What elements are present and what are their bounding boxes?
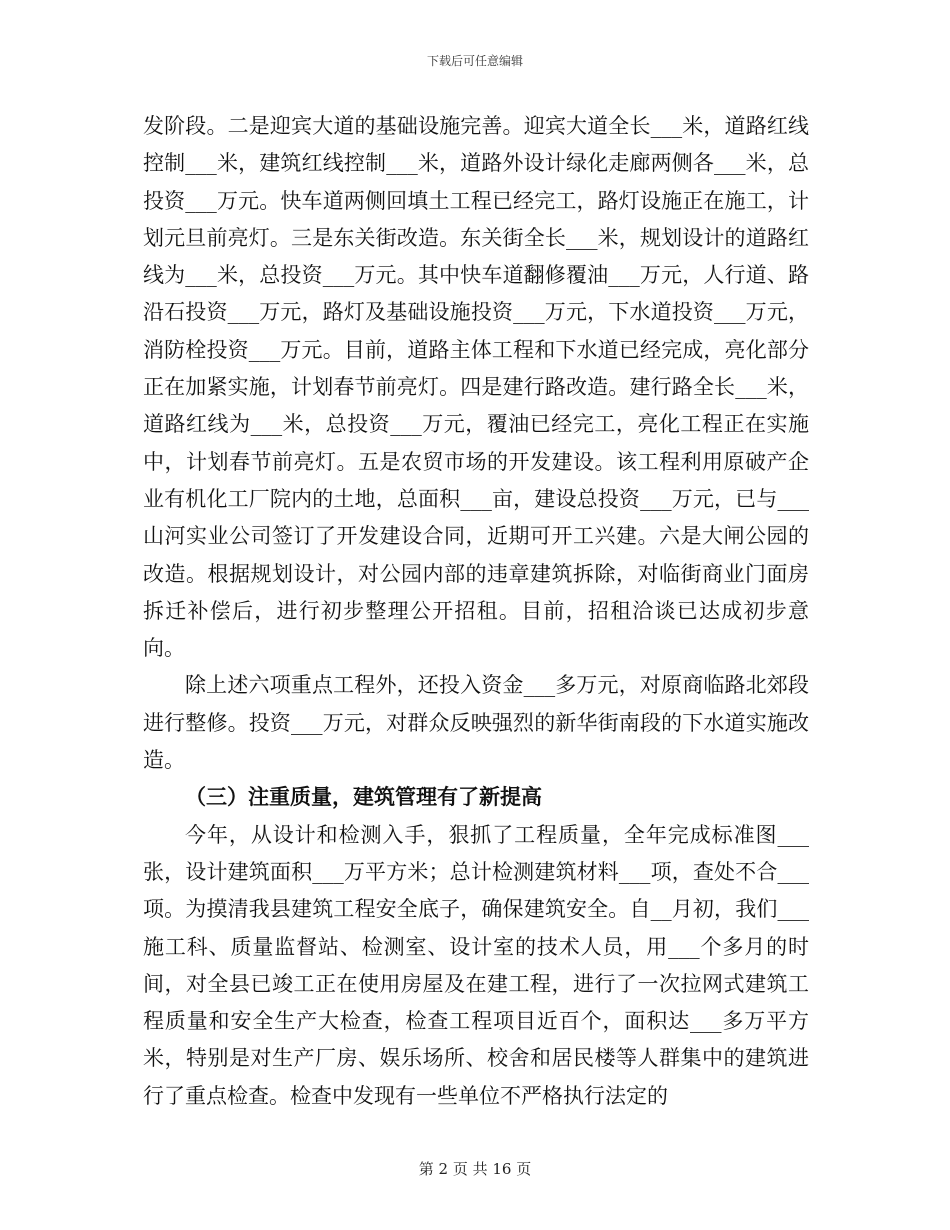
page-number-footer: 第 2 页 共 16 页 bbox=[418, 1160, 532, 1178]
page-header: 下载后可任意编辑 bbox=[426, 54, 523, 68]
body-paragraph-additional-projects: 除上述六项重点工程外，还投入资金___多万元，对原商临路北郊段进行整修。投资___万元，对群众反映强烈的新华街南段的下水道实施改造。 bbox=[143, 673, 809, 773]
body-paragraph-quality: 今年，从设计和检测入手，狠抓了工程质量，全年完成标准图___张，设计建筑面积___万平方米；总计检测建筑材料___项，查处不合___项。为摸清我县建筑工程安全底子，确保建筑安全。自__月初，我们___施工科、质量监督站、检测室、设计室的技术人员，用___个多月的时间，对全县已竣工正在使用房屋及在建工程，进行了一次拉网式建筑工程质量和安全生产大检查，检查工程项目近百个，面积达___多万平方米，特别是对生产厂房、娱乐场所、校舍和居民楼等人群集中的建筑进行了重点检查。检查中发现有一些单位不严格执行法定的 bbox=[143, 822, 809, 1108]
body-paragraph-continuation: 发阶段。二是迎宾大道的基础设施完善。迎宾大道全长___米，道路红线控制___米，建筑红线控制___米，道路外设计绿化走廊两侧各___米，总投资___万元。快车道两侧回填土工程已经完工，路灯设施正在施工，计划元旦前亮灯。三是东关街改造。东关街全长___米，规划设计的道路红线为___米，总投资___万元。其中快车道翻修覆油___万元，人行道、路沿石投资___万元，路灯及基础设施投资___万元，下水道投资___万元，消防栓投资___万元。目前，道路主体工程和下水道已经完成，亮化部分正在加紧实施，计划春节前亮灯。四是建行路改造。建行路全长___米，道路红线为___米，总投资___万元，覆油已经完工，亮化工程正在实施中，计划春节前亮灯。五是农贸市场的开发建设。该工程利用原破产企业有机化工厂院内的土地，总面积___亩，建设总投资___万元，已与___山河实业公司签订了开发建设合同，近期可开工兴建。六是大闸公园的改造。根据规划设计，对公园内部的违章建筑拆除，对临街商业门面房拆迁补偿后，进行初步整理公开招租。目前，招租洽谈已达成初步意向。 bbox=[143, 114, 809, 661]
document-body bbox=[143, 108, 809, 1115]
section-heading: （三）注重质量，建筑管理有了新提高 bbox=[185, 785, 542, 810]
